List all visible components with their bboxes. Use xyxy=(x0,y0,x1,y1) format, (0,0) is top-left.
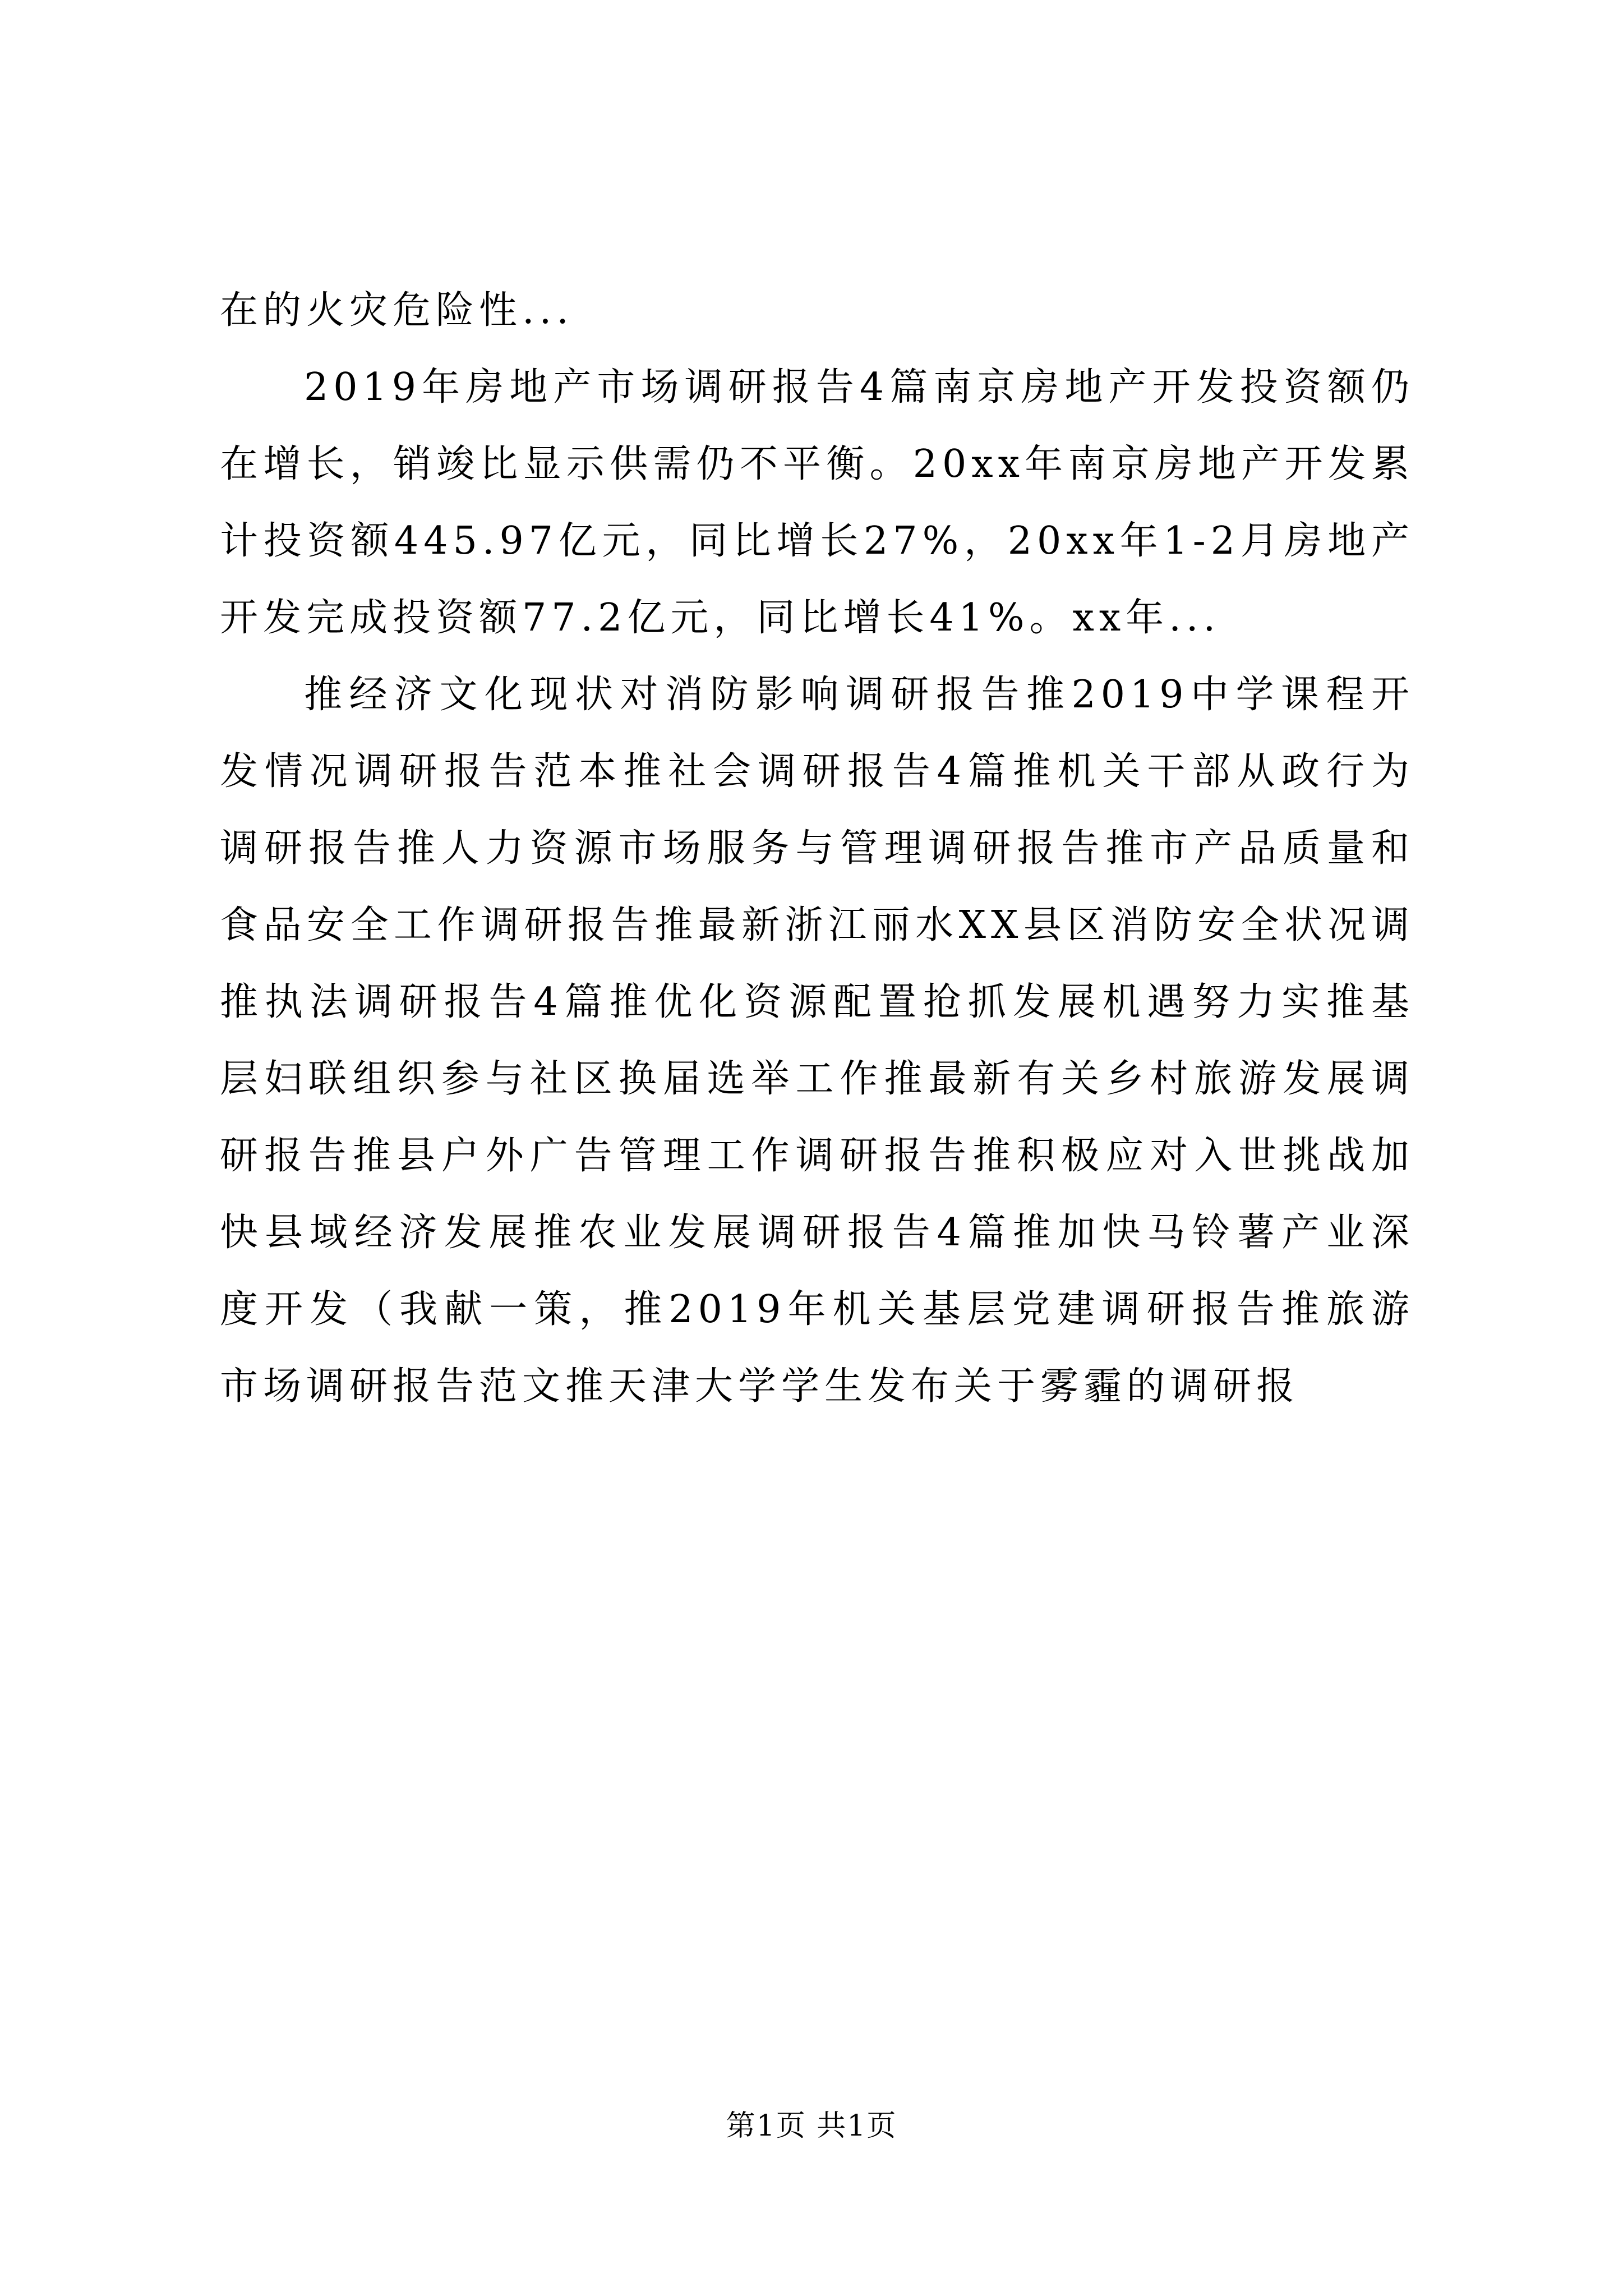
document-body xyxy=(220,272,1414,1425)
paragraph-real-estate-report: 2019年房地产市场调研报告4篇南京房地产开发投资额仍在增长，销竣比显示供需仍不平衡。20xx年南京房地产开发累计投资额445.97亿元，同比增长27%，20xx年1-2月房地产开发完成投资额77.2亿元，同比增长41%。xx年... xyxy=(220,365,1414,640)
page-number-footer: 第1页 共1页 xyxy=(726,2109,897,2143)
paragraph-continuation: 在的火灾危险性... xyxy=(220,288,574,333)
paragraph-related-reports: 推经济文化现状对消防影响调研报告推2019中学课程开发情况调研报告范本推社会调研报告4篇推机关干部从政行为调研报告推人力资源市场服务与管理调研报告推市产品质量和食品安全工作调研报告推最新浙江丽水XX县区消防安全状况调推执法调研报告4篇推优化资源配置抢抓发展机遇努力实推基层妇联组织参与社区换届选举工作推最新有关乡村旅游发展调研报告推县户外广告管理工作调研报告推积极应对入世挑战加快县域经济发展推农业发展调研报告4篇推加快马铃薯产业深度开发（我献一策，推2019年机关基层党建调研报告推旅游市场调研报告范文推天津大学学生发布关于雾霾的调研报 xyxy=(220,673,1414,1409)
